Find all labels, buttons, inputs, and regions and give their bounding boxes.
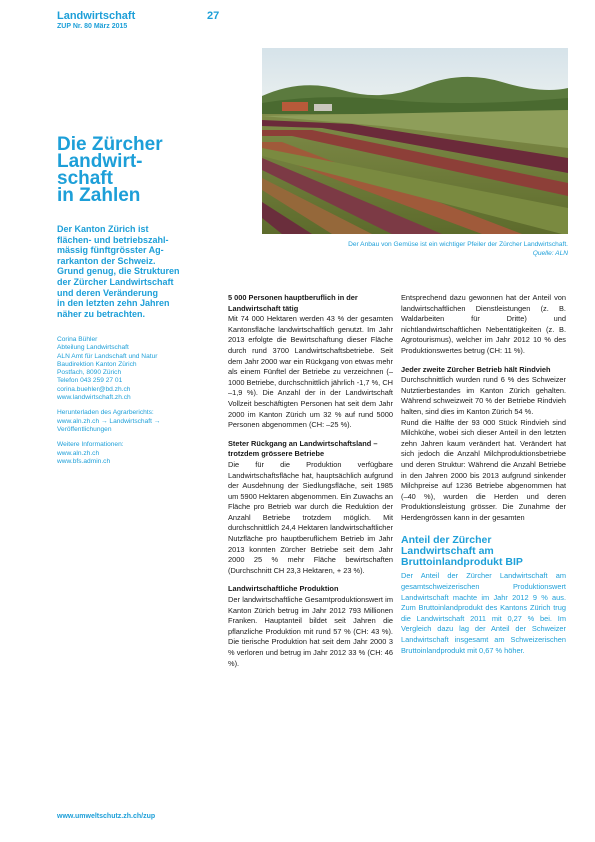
article-column-2: [401, 293, 566, 664]
lead-line: Grund genug, die Strukturen: [57, 266, 180, 277]
section-heading-personnel: 5 000 Personen hauptberuflich in der Landwirtschaft tätig: [228, 293, 358, 313]
author-name: Corina Bühler: [57, 336, 98, 343]
article-title: [57, 136, 232, 204]
info-link-aln[interactable]: www.aln.zh.ch: [57, 449, 100, 457]
author-directorate: Baudirektion Kanton Zürich: [57, 360, 137, 368]
author-department: Abteilung Landwirtschaft: [57, 344, 129, 352]
author-email-link[interactable]: corina.buehler@bd.zh.ch: [57, 385, 131, 393]
section-heading-gdp: Anteil der Zürcher Landwirtschaft am Bruttoinlandprodukt BIP: [401, 534, 523, 569]
lead-line: Der Kanton Zürich ist: [57, 224, 149, 234]
paragraph-services: Entsprechend dazu gewonnen hat der Anteil von landwirtschaftlichen Dienstleistungen (z. B. Waldarbeiten für Dritte) und nichtlandwirtschaftlichen Nebentätigkeiten (z. B. Agrotourismus), welcher im Jahr 2012 10 % des Produktionswertes betrug (CH: 11 %).: [401, 293, 566, 355]
title-line: schaft: [57, 168, 113, 189]
article-column-1: [228, 293, 393, 677]
download-link[interactable]: www.aln.zh.ch → Landwirtschaft →: [57, 417, 161, 425]
info-link-bfs[interactable]: www.bfs.admin.ch: [57, 457, 111, 465]
footer-url-link[interactable]: www.umweltschutz.zh.ch/zup: [57, 813, 156, 820]
author-website-link[interactable]: www.landwirtschaft.zh.ch: [57, 394, 131, 402]
paragraph-land: Die für die Produktion verfügbare Landwirtschaftsfläche hat, hauptsächlich aufgrund der Ausdehnung der Siedlungsfläche, seit 1985 um 5900 Hektaren abgenommen. Ein Zuwachs an Fläche pro Betrieb war durch die Reduktion der Anzahl Betriebe trotzdem möglich. Mit durchschnittlich 24,4 Hektaren landwirtschaftlicher Nutzfläche pro hauptberuflichem Betrieb im Jahr 2013 konnten Zürcher Betriebe seit dem Jahr 2000 25 % mehr Fläche bewirtschaften (Durchschnitt CH 23,3 Hektaren, + 23 %).: [228, 459, 393, 575]
title-line: in Zahlen: [57, 185, 141, 206]
photo-caption: [262, 240, 568, 258]
download-block: [57, 409, 232, 434]
info-block: [57, 441, 232, 466]
lead-line: rarkanton der Schweiz.: [57, 255, 156, 266]
caption-text: Der Anbau von Gemüse ist ein wichtiger Pfeiler der Zürcher Landwirtschaft.: [348, 241, 568, 248]
vegetable-field-image: [262, 48, 568, 234]
section-heading-cattle: Jeder zweite Zürcher Betrieb hält Rindvieh: [401, 364, 551, 374]
author-address: Postfach, 8090 Zürich: [57, 369, 122, 377]
article-lead: [57, 224, 232, 319]
download-label: Herunterladen des Agrarberichts:: [57, 409, 154, 417]
title-line: Landwirt-: [57, 151, 143, 172]
download-link-continued[interactable]: Veröffentlichungen: [57, 425, 112, 433]
section-title: Landwirtschaft: [57, 10, 136, 22]
field-photo: [262, 48, 568, 234]
caption-source: Quelle: ALN: [532, 250, 568, 257]
lead-line: flächen- und betriebszahl-: [57, 234, 169, 245]
paragraph-gdp: Der Anteil der Zürcher Landwirtschaft am gesamtschweizerischen Produktionswert Landwirtschaft machte im Jahr 2012 9 % aus. Zum Bruttoinlandprodukt des Kantons Zürich trug die Landwirtschaft 2011 mit 0,27 % bei. Im Vergleich dazu lag der Anteil der Schweizer Landwirtschaft insgesamt am Schweizerischen Bruttoinlandprodukt mit 0,67 % höher.: [401, 571, 566, 655]
section-heading-land: Steter Rückgang an Landwirtschaftsland – trotzdem grössere Betriebe: [228, 438, 378, 459]
lead-line: in den letzten zehn Jahren: [57, 298, 170, 309]
page-number: 27: [207, 10, 220, 22]
lead-line: und deren Veränderung: [57, 287, 159, 298]
author-office: ALN Amt für Landschaft und Natur: [57, 352, 158, 360]
contact-info: [57, 336, 232, 473]
section-heading-production: Landwirtschaftliche Produktion: [228, 584, 339, 594]
paragraph-cattle-2: Rund die Hälfte der 93 000 Stück Rindvieh sind Milchkühe, wobei sich dieser Anteil in den letzten zehn Jahren kaum verändert hat. Verändert hat sich jedoch die Anzahl Milchproduktionsbetriebe und deren Struktur: Während die Anzahl Betriebe in den Jahren 2000 bis 2013 aufgrund sinkender Milchpreise auf 1236 Betriebe abgenommen hat (–40 %), wurden die Herden und deren Produktionsleistung grösser. Die Zunahme der Herdengrössen kann in der gesamten: [401, 417, 566, 522]
title-line: Die Zürcher: [57, 134, 163, 155]
author-block: [57, 336, 232, 402]
lead-line: näher zu betrachten.: [57, 308, 146, 319]
author-phone: Telefon 043 259 27 01: [57, 377, 123, 385]
issue-info: ZUP Nr. 80 März 2015: [57, 23, 128, 30]
lead-line: mässig fünftgrösster Ag-: [57, 245, 164, 256]
paragraph-cattle-1: Durchschnittlich wurden rund 6 % des Schweizer Nutztierbestandes im Kanton Zürich gehalten. Während schweizweit 70 % der Betriebe Rindvieh halten, sind dies im Kanton Zürich 54 %.: [401, 375, 566, 416]
paragraph-production: Der landwirtschaftliche Gesamtproduktionswert im Kanton Zürich betrug im Jahr 2012 793 Millionen Franken. Hauptanteil bildet seit Jahren die pflanzliche Produktion mit rund 57 % (CH: 43 %). Die tierische Produktion hat seit dem Jahr 2000 3 % verloren und betrug im Jahr 2012 33 % (CH: 46 %).: [228, 595, 393, 668]
paragraph-personnel: Mit 74 000 Hektaren werden 43 % der gesamten Kantonsfläche landwirtschaftlich genutzt. Im Jahr 2013 erfolgte die Bewirtschaftung dieser Fläche durch rund 3700 Landwirtschaftsbetriebe. Seit dem Jahr 2000 war ein Rückgang von etwas mehr als einem Fünftel der Betriebe zu verzeichnen (–1000 Betriebe, durchschnittlich jährlich -1,7 %, CH –1,9 %). Die Anzahl der in der Landwirtschaft Vollzeit beschäftigten Personen hat seit dem Jahr 2000 im Kanton Zürich um 32 % auf rund 5000 Personen abgenommen (CH: –25 %).: [228, 314, 393, 430]
lead-line: der Zürcher Landwirtschaft: [57, 276, 174, 287]
info-label: Weitere Informationen:: [57, 441, 124, 449]
